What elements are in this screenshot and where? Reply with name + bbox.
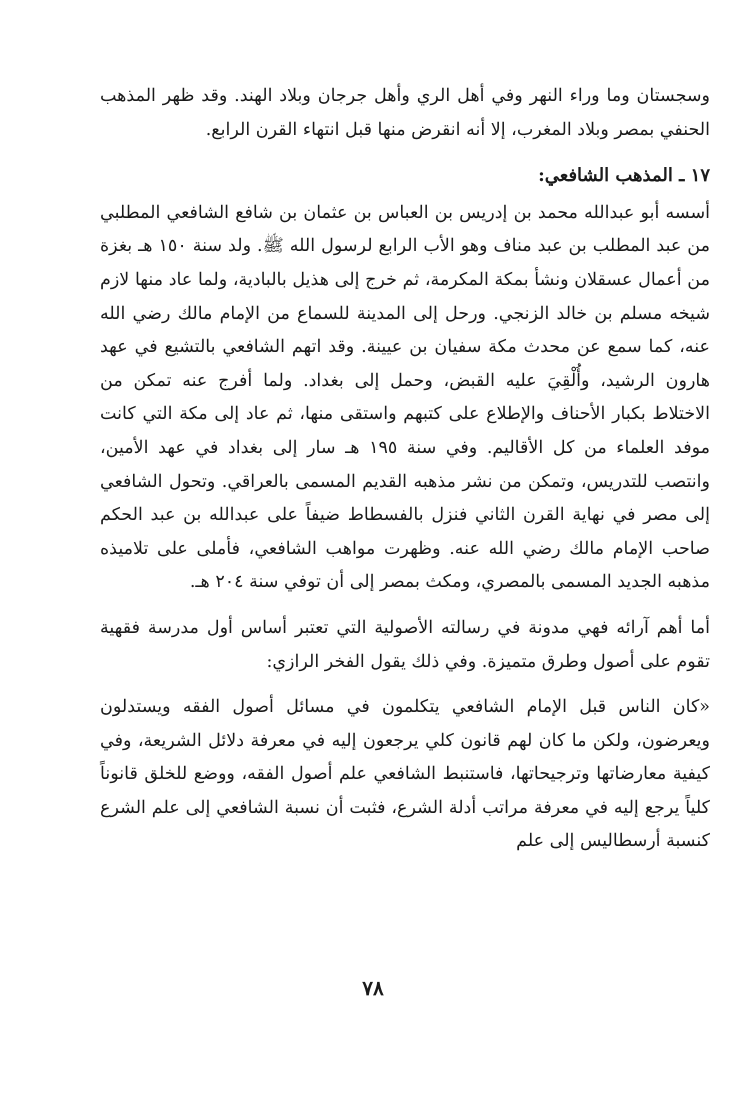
quote-paragraph: «كان الناس قبل الإمام الشافعي يتكلمون في مسائل أصول الفقه ويستدلون ويعرضون، ولكن ما كان لهم قانون كلي يرجعون إليه في معرفة دلائل الشريعة، وفي كيفية معارضاتها وترجيحاتها، فاستنبط الشافعي علم أصول الفقه، ووضع للخلق قانوناً كلياً يرجع إليه في معرفة مراتب أدلة الشرع، فثبت أن نسبة الشافعي إلى علم الشرع كنسبة أرسطاليس إلى علم xyxy=(100,697,710,852)
opinions-paragraph: أما أهم آرائه فهي مدونة في رسالته الأصولية التي تعتبر أساس أول مدرسة فقهية تقوم على أصول وطرق متميزة. وفي ذلك يقول الفخر الرازي: xyxy=(100,617,710,672)
section-heading: ١٧ ـ المذهب الشافعي: xyxy=(538,165,710,187)
page-body xyxy=(100,80,710,859)
page-number: ٧٨ xyxy=(362,976,384,1000)
intro-paragraph: وسجستان وما وراء النهر وفي أهل الري وأهل جرجان وبلاد الهند. وقد ظهر المذهب الحنفي بمصر وبلاد المغرب، إلا أنه انقرض منها قبل انتهاء القرن الرابع. xyxy=(100,86,710,140)
biography-paragraph: أسسه أبو عبدالله محمد بن إدريس بن العباس بن عثمان بن شافع الشافعي المطلبي من عبد المطلب بن عبد مناف وهو الأب الرابع لرسول الله ﷺ. ولد سنة ١٥٠ هـ بغزة من أعمال عسقلان ونشأ بمكة المكرمة، ثم خرج إلى هذيل بالبادية، ولما عاد منها لازم شيخه مسلم بن خالد الزنجي. ورحل إلى المدينة للسماع من الإمام مالك رضي الله عنه، كما سمع عن محدث مكة سفيان بن عيينة. وقد اتهم الشافعي بالتشيع في عهد هارون الرشيد، وأُلْقِيَ عليه القبض، وحمل إلى بغداد. ولما أفرج عنه تمكن من الاختلاط بكبار الأحناف والإطلاع على كتبهم واستقى منها، ثم عاد إلى مكة التي كانت موفد العلماء من كل الأقاليم. وفي سنة ١٩٥ هـ سار إلى بغداد في عهد الأمين، وانتصب للتدريس، وتمكن من نشر مذهبه القديم المسمى بالعراقي. وتحول الشافعي إلى مصر في نهاية القرن الثاني فنزل بالفسطاط ضيفاً على عبدالله بن عبد الحكم صاحب الإمام مالك رضي الله عنه. وظهرت مواهب الشافعي، فأملى على تلاميذه مذهبه الجديد المسمى بالمصري، ومكث بمصر إلى أن توفي سنة ٢٠٤ هـ. xyxy=(100,202,711,593)
